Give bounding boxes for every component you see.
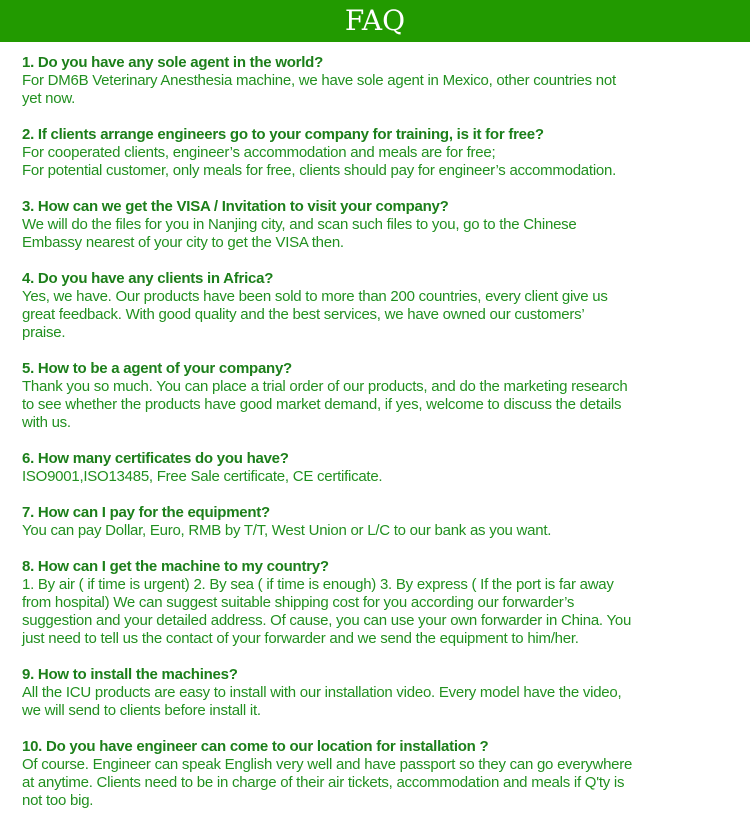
faq-answer-line: we will send to clients before install it.	[22, 702, 261, 719]
faq-question: 9. How to install the machines?	[22, 666, 238, 683]
faq-question: 1. Do you have any sole agent in the world?	[22, 54, 323, 71]
faq-question: 3. How can we get the VISA / Invitation to visit your company?	[22, 198, 449, 215]
faq-answer-line: Of course. Engineer can speak English very well and have passport so they can go everywhere	[22, 756, 633, 773]
faq-item	[22, 198, 750, 252]
faq-answer-line: For DM6B Veterinary Anesthesia machine, we have sole agent in Mexico, other countries not	[22, 72, 616, 89]
faq-item	[22, 558, 750, 648]
faq-answer-line: Thank you so much. You can place a trial order of our products, and do the marketing research	[22, 378, 628, 395]
faq-answer-line: 1. By air ( if time is urgent) 2. By sea ( if time is enough) 3. By express ( If the port is far away	[22, 576, 614, 593]
faq-answer-line: just need to tell us the contact of your forwarder and we send the equipment to him/her.	[22, 630, 579, 647]
faq-answer-line: Embassy nearest of your city to get the VISA then.	[22, 234, 344, 251]
faq-answer-line: yet now.	[22, 90, 76, 107]
faq-question: 5. How to be a agent of your company?	[22, 360, 292, 377]
faq-answer-line: ISO9001,ISO13485, Free Sale certificate, CE certificate.	[22, 468, 383, 485]
faq-answer-line: For potential customer, only meals for free, clients should pay for engineer’s accommodation.	[22, 162, 617, 179]
faq-answer-line: not too big.	[22, 792, 94, 809]
faq-answer-line: Yes, we have. Our products have been sold to more than 200 countries, every client give us	[22, 288, 608, 305]
faq-item	[22, 270, 750, 342]
faq-item	[22, 54, 750, 108]
faq-answer-line: at anytime. Clients need to be in charge of their air tickets, accommodation and meals if Q'ty is	[22, 774, 625, 791]
faq-title: FAQ	[344, 4, 406, 37]
faq-answer-line: great feedback. With good quality and the best services, we have owned our customers’	[22, 306, 585, 323]
faq-list	[0, 42, 750, 810]
faq-answer-line: with us.	[22, 414, 71, 431]
faq-item	[22, 360, 750, 432]
faq-question: 4. Do you have any clients in Africa?	[22, 270, 274, 287]
faq-answer-line: All the ICU products are easy to install with our installation video. Every model have the video,	[22, 684, 622, 701]
faq-item	[22, 738, 750, 810]
faq-question: 8. How can I get the machine to my country?	[22, 558, 329, 575]
faq-answer-line: to see whether the products have good market demand, if yes, welcome to discuss the details	[22, 396, 622, 413]
faq-item	[22, 450, 750, 486]
faq-answer-line: praise.	[22, 324, 66, 341]
faq-answer-line: suggestion and your detailed address. Of cause, you can use your own forwarder in China. You	[22, 612, 632, 629]
faq-question: 10. Do you have engineer can come to our location for installation ?	[22, 738, 489, 755]
faq-question: 2. If clients arrange engineers go to your company for training, is it for free?	[22, 126, 544, 143]
faq-item	[22, 504, 750, 540]
faq-answer-line: from hospital) We can suggest suitable shipping cost for you according our forwarder’s	[22, 594, 575, 611]
faq-answer-line: We will do the files for you in Nanjing city, and scan such files to you, go to the Chinese	[22, 216, 577, 233]
faq-item	[22, 126, 750, 180]
faq-question: 7. How can I pay for the equipment?	[22, 504, 270, 521]
faq-answer-line: For cooperated clients, engineer’s accommodation and meals are for free;	[22, 144, 496, 161]
faq-question: 6. How many certificates do you have?	[22, 450, 289, 467]
faq-header	[0, 0, 750, 42]
faq-answer-line: You can pay Dollar, Euro, RMB by T/T, West Union or L/C to our bank as you want.	[22, 522, 552, 539]
faq-item	[22, 666, 750, 720]
